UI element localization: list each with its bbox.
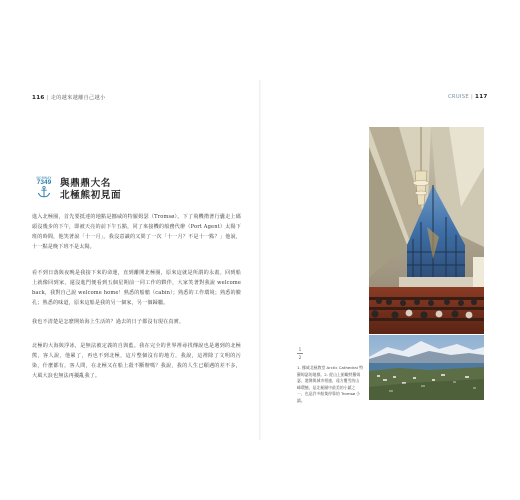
right-running-head [448, 94, 488, 100]
cathedral-interior-photo [369, 127, 484, 334]
body-paragraph: 看不到日落與夜晚是我接下來的命運，直到離開北極圈，原來這就是所謂的永畫。回到船上就像回到家，還沒進門便看到五個星期前一同工作的夥伴，大家笑著對我說 welcome back，我對自己說 welcome home！熟悉的船艙（cabin）；熟悉的工作環境；熟悉的臉孔；熟悉的味道，原來這船是我的另一個家，另一個歸屬。 [32, 270, 241, 306]
running-head-separator-right: | [470, 94, 473, 100]
body-paragraph: 北極的大海與浮冰，是無法被定義的自與藍。我在完全的世界裡尋找傳說也是遇到的北極熊，客人說，他累了，再也不到北極，這片整個沒有的地方，我說，這裡除了文明的污染，什麼都有，客人問，在北極又在船上殺不斷辦嗎？我說，我的人生已願遇的差不多，大風大浪也無法再擾亂我了。 [32, 343, 241, 379]
right-page-number: 117 [475, 94, 488, 100]
tromso-panorama-photo [369, 335, 484, 400]
book-gutter [259, 80, 261, 440]
body-paragraph: 我也不清楚是怎麼開始海上生活的？過去的日子都沒有現在真實。 [32, 319, 185, 325]
section-title-line-1: 與鼎鼎大名 [60, 178, 111, 189]
section-title-line-2: 北極熊初見面 [60, 190, 122, 201]
section-badge [34, 176, 54, 198]
left-page-number: 116 [32, 95, 45, 101]
left-running-head [32, 94, 106, 101]
badge-top-text: NORWAY [36, 176, 52, 180]
chapter-title: 走的越來越離自己越小 [50, 95, 106, 101]
caption-marker-bar [297, 353, 303, 354]
body-paragraph: 進入北極圈，首先要抵達的地點是挪威的特羅姆瑟（Tromsø）。下了飛機揹著行囊走上碼頭沒幾步的下午，即被天亮的前下午五點，同了來接機的船務代辦（Port Agent）太陽下班的時間，他笑著說「十一月」。我沒意識的又問了一次「十一月？不是十一點？」他說，十一點是晚下班不是太陽。 [32, 214, 241, 250]
caption-marker [294, 347, 306, 360]
running-head-separator: | [46, 95, 49, 101]
anchor-icon [37, 186, 51, 198]
caption-marker-top: 1 [298, 347, 302, 352]
caption-marker-bottom: 2 [298, 354, 302, 360]
section-title [60, 178, 121, 202]
badge-number: 7349 [36, 179, 52, 186]
section-label: CRUISE [448, 94, 469, 100]
photo-caption: 1. 挪威北極教堂 Arctic Cathedral 特羅姆瑟的地標。2. 從山上俯瞰特羅姆瑟，港灣與城市相連，遠方覆雪的山峰環繞，是北極圈中最美的小鎮之一，也是許多船隻停靠的 Tromsø 小鎮。 [297, 365, 363, 403]
